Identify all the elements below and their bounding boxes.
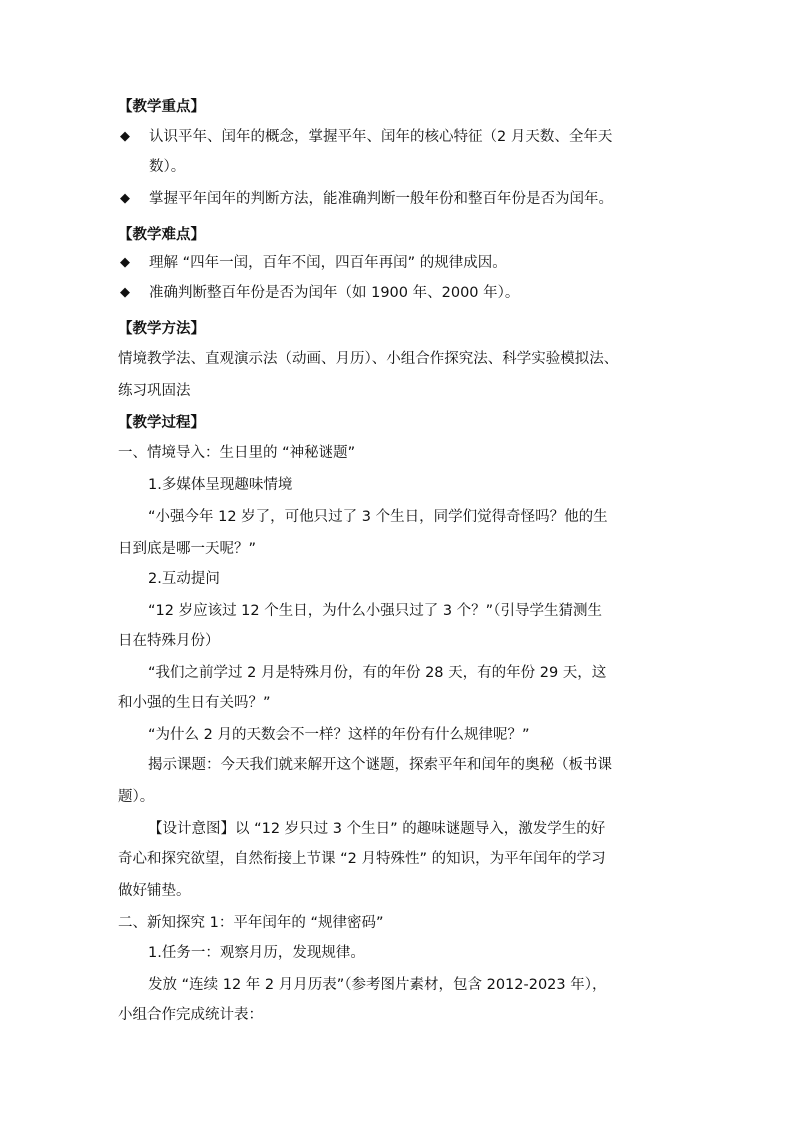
- step1-title: 1.多媒体呈现趣味情境: [148, 477, 293, 493]
- quote3-line2: 和小强的生日有关吗？”: [118, 695, 271, 711]
- reveal-line1: 揭示课题：今天我们就来解开这个谜题，探索平年和闰年的奥秘（板书课: [148, 757, 612, 773]
- quote2-line1: “12 岁应该过 12 个生日，为什么小强只过了 3 个？”（引导学生猜测生: [148, 603, 602, 619]
- difficulty-item-2: [118, 282, 686, 304]
- design-intent-line2: 奇心和探究欲望，自然衔接上节课 “2 月特殊性” 的知识，为平年闰年的学习: [118, 851, 606, 867]
- diamond-bullet-icon: ◆: [120, 255, 130, 270]
- difficulty-heading: 【教学难点】: [118, 227, 205, 243]
- quote1-line2: 日到底是哪一天呢？”: [118, 541, 257, 557]
- focus-item-1-line2: 数）。: [149, 159, 186, 175]
- reveal-line2: 题）。: [118, 789, 155, 805]
- methods-line2: 练习巩固法: [118, 383, 191, 399]
- design-intent-line3: 做好铺垫。: [118, 883, 191, 899]
- quote4: “为什么 2 月的天数会不一样？这样的年份有什么规律呢？”: [148, 727, 530, 743]
- quote2-line2: 日在特殊月份）: [118, 633, 220, 649]
- diamond-bullet-icon: ◆: [120, 191, 130, 206]
- quote3-line1: “我们之前学过 2 月是特殊月份，有的年份 28 天，有的年份 29 天，这: [148, 665, 607, 681]
- diamond-bullet-icon: ◆: [120, 285, 130, 300]
- part1-title: 一、情境导入：生日里的 “神秘谜题”: [118, 445, 356, 461]
- focus-item-2-text: 掌握平年闰年的判断方法，能准确判断一般年份和整百年份是否为闰年。: [149, 191, 613, 207]
- methods-line1: 情境教学法、直观演示法（动画、月历）、小组合作探究法、科学实验模拟法、: [118, 351, 619, 367]
- focus-item-2: [118, 188, 686, 210]
- methods-heading: 【教学方法】: [118, 321, 205, 337]
- process-heading: 【教学过程】: [118, 415, 205, 431]
- difficulty-item-2-text: 准确判断整百年份是否为闰年（如 1900 年、2000 年）。: [149, 285, 520, 301]
- focus-heading: 【教学重点】: [118, 99, 205, 115]
- task1-title: 1.任务一：观察月历，发现规律。: [148, 945, 365, 961]
- part2-title: 二、新知探究 1：平年闰年的 “规律密码”: [118, 915, 384, 931]
- design-intent-line1: 【设计意图】以 “12 岁只过 3 个生日” 的趣味谜题导入，激发学生的好: [148, 821, 606, 837]
- focus-item-1: [118, 126, 686, 148]
- difficulty-item-1: [118, 252, 686, 274]
- task1-line2: 小组合作完成统计表：: [118, 1007, 263, 1023]
- task1-line1: 发放 “连续 12 年 2 月月历表”（参考图片素材，包含 2012-2023 年），: [148, 977, 607, 993]
- document-page: [118, 94, 686, 1054]
- step2-title: 2.互动提问: [148, 571, 220, 587]
- quote1-line1: “小强今年 12 岁了，可他只过了 3 个生日，同学们觉得奇怪吗？他的生: [148, 509, 608, 525]
- diamond-bullet-icon: ◆: [120, 129, 130, 144]
- focus-item-1-line1: 认识平年、闰年的概念，掌握平年、闰年的核心特征（2 月天数、全年天: [149, 129, 613, 145]
- difficulty-item-1-text: 理解 “四年一闰，百年不闰，四百年再闰” 的规律成因。: [149, 255, 507, 271]
